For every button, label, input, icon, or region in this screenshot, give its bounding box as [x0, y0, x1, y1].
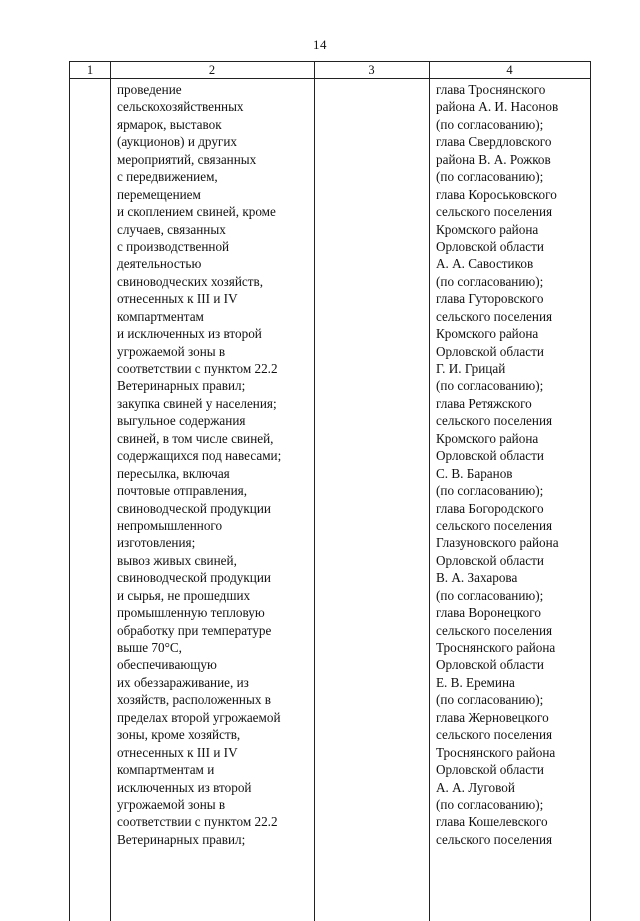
- text-line: (по согласованию);: [436, 116, 544, 132]
- text-line: обработку при температуре: [117, 622, 272, 638]
- text-line: компартментам и: [117, 762, 215, 778]
- text-line: Троснянского района: [436, 640, 556, 655]
- text-line: сельского поселения: [436, 204, 553, 220]
- responsible-officials-cell: [436, 81, 559, 848]
- text-line: деятельностью: [117, 256, 202, 272]
- text-line: пределах второй угрожаемой: [117, 709, 281, 725]
- text-line: глава Богородского: [436, 500, 544, 516]
- text-line: С. В. Баранов: [436, 465, 513, 481]
- text-line: и сырья, не прошедших: [117, 587, 251, 603]
- text-line: зоны, кроме хозяйств,: [117, 727, 241, 743]
- text-line: перемещением: [117, 186, 201, 202]
- column-divider: [314, 62, 315, 921]
- text-line: Орловской области: [436, 448, 544, 464]
- column-divider: [429, 62, 430, 921]
- text-line: выгульное содержания: [117, 413, 246, 429]
- text-line: вывоз живых свиней,: [117, 552, 237, 568]
- text-line: соответствии с пунктом 22.2: [117, 814, 278, 830]
- text-line: проведение: [117, 82, 182, 97]
- text-line: района А. И. Насонов: [436, 99, 559, 115]
- text-line: Троснянского района: [436, 744, 556, 760]
- text-line: сельского поселения: [436, 413, 553, 429]
- text-line: сельскохозяйственных: [117, 99, 244, 115]
- text-line: Г. И. Грицай: [436, 361, 506, 376]
- text-line: сельского поселения: [436, 622, 553, 638]
- restrictions-text-cell: [117, 81, 281, 848]
- text-line: глава Кошелевского: [436, 814, 548, 830]
- text-line: Кромского района: [436, 326, 539, 342]
- text-line: компартментам: [117, 308, 204, 324]
- text-line: сельского поселения: [436, 831, 553, 847]
- text-line: Орловской области: [436, 657, 544, 673]
- text-line: (по согласованию);: [436, 483, 544, 499]
- text-line: (по согласованию);: [436, 587, 544, 603]
- text-line: глава Короськовского: [436, 186, 557, 202]
- column-header-2: 2: [208, 63, 216, 77]
- text-line: Ветеринарных правил;: [117, 378, 246, 394]
- text-line: содержащихся под навесами;: [117, 448, 282, 464]
- text-line: глава Свердловского: [436, 134, 552, 150]
- text-line: отнесенных к III и IV: [117, 744, 238, 760]
- text-line: свиней, в том числе свиней,: [117, 430, 274, 446]
- text-line: угрожаемой зоны в: [117, 343, 226, 359]
- text-line: Е. В. Еремина: [436, 674, 515, 690]
- text-line: обеспечивающую: [117, 657, 217, 673]
- text-line: Орловской области: [436, 762, 544, 778]
- text-line: мероприятий, связанных: [117, 151, 257, 167]
- table-header-row: [70, 62, 590, 79]
- text-line: сельского поселения: [436, 308, 553, 324]
- text-line: Орловской области: [436, 552, 544, 568]
- text-line: отнесенных к III и IV: [117, 291, 238, 307]
- text-line: с производственной: [117, 238, 230, 254]
- text-line: глава Воронецкого: [436, 605, 541, 621]
- text-line: глава Троснянского: [436, 82, 546, 97]
- text-line: Орловской области: [436, 238, 544, 254]
- text-line: случаев, связанных: [117, 221, 226, 237]
- text-line: района В. А. Рожков: [436, 151, 551, 167]
- text-line: (по согласованию);: [436, 692, 544, 708]
- text-line: их обеззараживание, из: [117, 674, 249, 690]
- text-line: исключенных из второй: [117, 779, 252, 795]
- text-line: и скоплением свиней, кроме: [117, 204, 276, 220]
- text-line: свиноводческой продукции: [117, 500, 271, 516]
- column-header-1: 1: [86, 63, 94, 77]
- document-table: [69, 61, 591, 921]
- text-line: угрожаемой зоны в: [117, 796, 226, 812]
- text-line: промышленную тепловую: [117, 605, 265, 621]
- text-line: изготовления;: [117, 535, 196, 551]
- text-line: пересылка, включая: [117, 465, 230, 481]
- page-number: 14: [313, 37, 327, 52]
- text-line: Кромского района: [436, 221, 539, 237]
- text-line: глава Жерновецкого: [436, 709, 549, 725]
- text-line: и исключенных из второй: [117, 326, 262, 342]
- text-line: свиноводческих хозяйств,: [117, 273, 264, 289]
- text-line: непромышленного: [117, 517, 223, 533]
- text-line: глава Ретяжского: [436, 395, 532, 411]
- column-header-3: 3: [368, 63, 375, 77]
- text-line: свиноводческой продукции: [117, 570, 271, 586]
- text-line: ярмарок, выставок: [117, 116, 222, 132]
- text-line: глава Гуторовского: [436, 291, 544, 307]
- column-divider: [110, 62, 111, 921]
- text-line: (по согласованию);: [436, 378, 544, 394]
- text-line: В. А. Захарова: [436, 570, 518, 586]
- text-line: Глазуновского района: [436, 535, 559, 551]
- text-line: выше 70°С,: [117, 640, 182, 655]
- text-line: с передвижением,: [117, 169, 218, 185]
- text-line: (по согласованию);: [436, 273, 544, 289]
- text-line: Кромского района: [436, 430, 539, 446]
- text-line: хозяйств, расположенных в: [117, 692, 271, 708]
- text-line: сельского поселения: [436, 727, 553, 743]
- text-line: соответствии с пунктом 22.2: [117, 361, 278, 376]
- text-line: (по согласованию);: [436, 796, 544, 812]
- text-line: (по согласованию);: [436, 169, 544, 185]
- text-line: А. А. Савостиков: [436, 256, 534, 272]
- text-line: Ветеринарных правил;: [117, 831, 246, 847]
- text-line: (аукционов) и других: [117, 134, 237, 150]
- text-line: сельского поселения: [436, 517, 553, 533]
- text-line: почтовые отправления,: [117, 483, 248, 499]
- text-line: закупка свиней у населения;: [117, 395, 277, 411]
- column-header-4: 4: [506, 63, 513, 77]
- text-line: Орловской области: [436, 343, 544, 359]
- text-line: А. А. Луговой: [436, 779, 515, 795]
